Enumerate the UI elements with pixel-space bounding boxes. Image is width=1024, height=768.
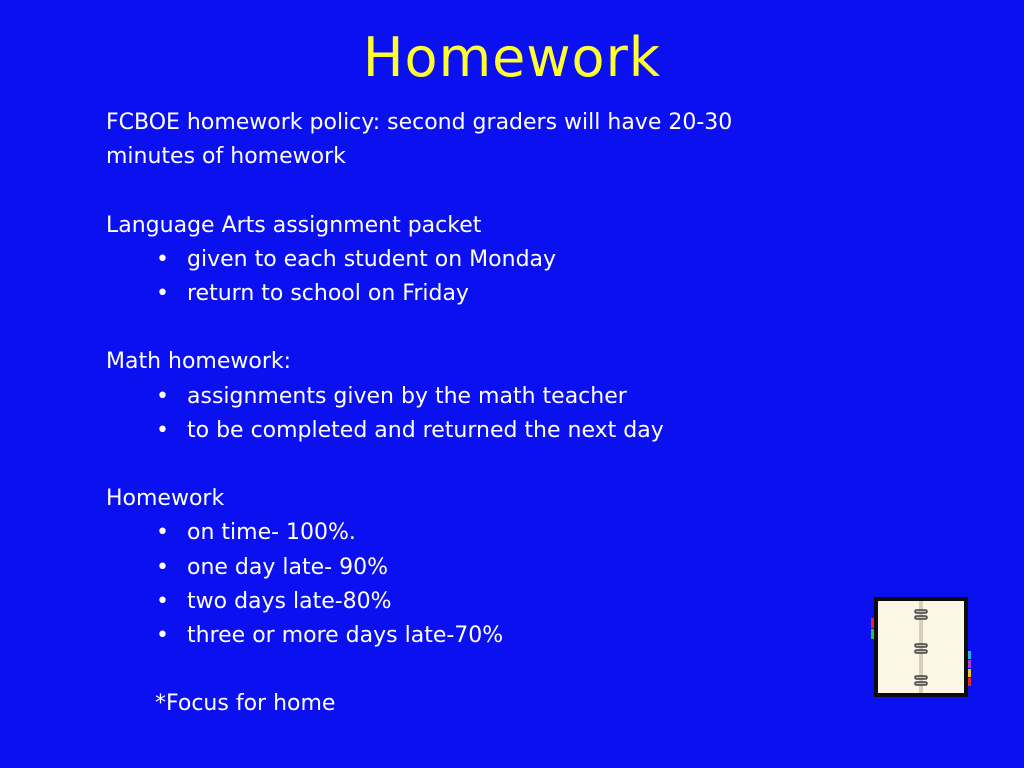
list-item — [106, 585, 906, 619]
list-item — [106, 619, 906, 653]
spacer — [106, 311, 906, 345]
bullet-dot: • — [156, 281, 169, 306]
list-item — [106, 277, 906, 311]
list-item — [106, 414, 906, 448]
list-item — [106, 551, 906, 585]
list-item — [106, 243, 906, 277]
bullet-dot: • — [156, 623, 169, 648]
spacer — [106, 174, 906, 208]
bullet-dot: • — [156, 383, 169, 409]
list-item-text: assignments given by the math teacher — [187, 383, 627, 409]
planner-notebook-icon — [870, 596, 972, 698]
slide-title: Homework — [362, 26, 662, 89]
bullet-dot: • — [156, 417, 169, 443]
focus-note: *Focus for home — [155, 691, 336, 717]
math-heading: Math homework: — [106, 349, 292, 375]
planner-notebook-graphic — [870, 596, 972, 698]
list-item-text: two days late-80% — [187, 588, 392, 614]
list-item-text: given to each student on Monday — [187, 246, 557, 272]
list-item-text: one day late- 90% — [187, 554, 388, 580]
list-item-text: on time- 100%. — [187, 520, 356, 546]
list-item-text: to be completed and returned the next day — [187, 417, 664, 443]
bullet-dot: • — [156, 554, 169, 580]
grading-heading: Homework — [106, 486, 225, 512]
bullet-dot: • — [156, 588, 169, 614]
list-item-text: three or more days late-70% — [187, 623, 504, 648]
spacer — [106, 448, 906, 482]
list-item — [106, 516, 906, 550]
policy-line-1: FCBOE homework policy: second graders will have 20-30 — [106, 110, 733, 135]
bullet-dot: • — [156, 520, 169, 546]
language-arts-heading: Language Arts assignment packet — [106, 212, 482, 238]
list-item-text: return to school on Friday — [187, 281, 469, 306]
bullet-dot: • — [156, 246, 169, 272]
list-item — [106, 380, 906, 414]
policy-line-2: minutes of homework — [106, 144, 346, 170]
spacer — [106, 653, 906, 687]
slide-body — [106, 106, 906, 722]
